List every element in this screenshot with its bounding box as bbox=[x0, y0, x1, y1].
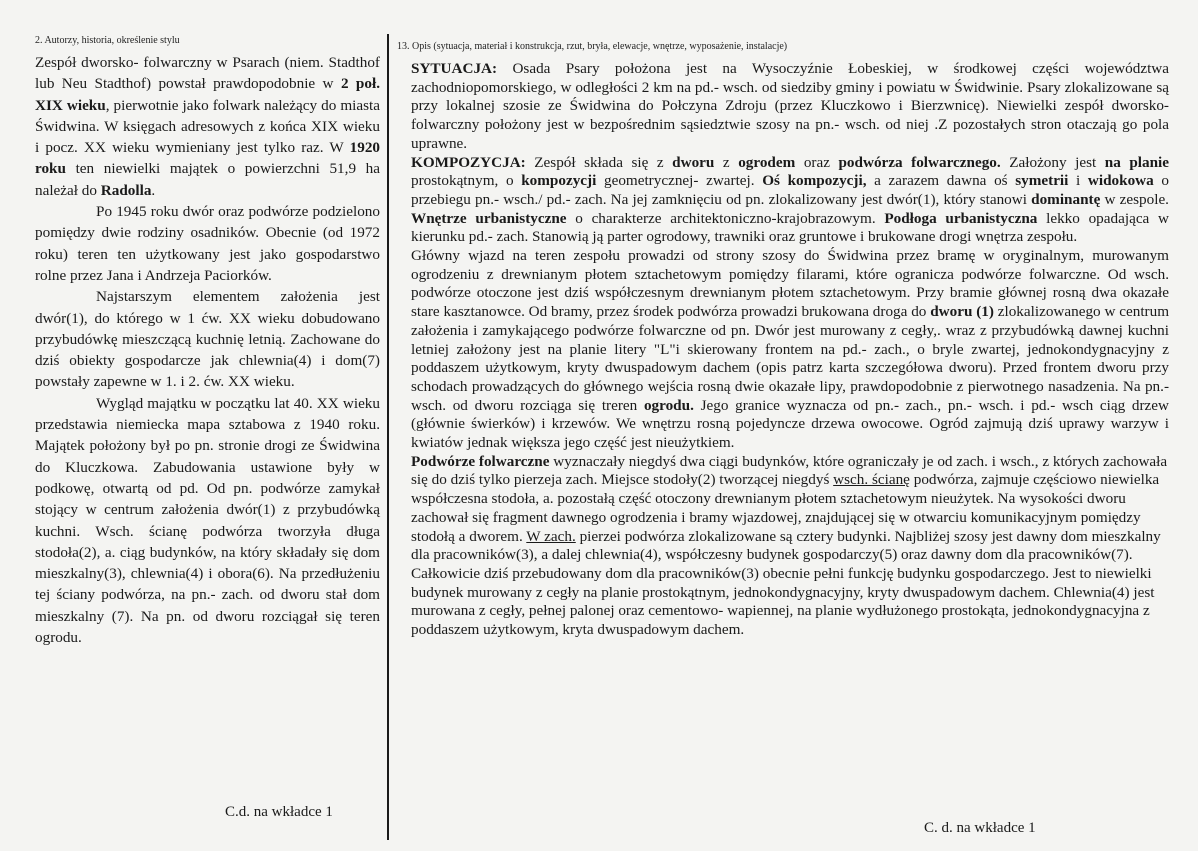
main-entrance-run: Jego granice wyznacza od pn.- zach., pn.- wsch. i pd.- wsch ciąg drzew (głównie świerków) i krzewów. We wnętrzu rosną pojedyncze drzewa owocowe. Ogród zajmują dziś uprawy warzyw i kwiatów jednak większa jego część jest nieużytkiem. bbox=[411, 396, 1169, 452]
description-farmyard bbox=[411, 453, 1169, 640]
composition-run: i bbox=[1068, 172, 1088, 190]
description-composition bbox=[411, 154, 1169, 248]
situation-run: Osada Psary położona jest na Wysoczyźnie Łobeskiej, w środkowej części województwa zachodniopomorskiego, w odległości 2 km na pd.- wsch. od siedziby gminy i powiatu w Świdwinie. Psary zlokalizowane są przy lokalnej szosie ze Świdwina do Połczyna Zdroju (przez Kluczkowo i Bierzwnicę). Niewielki zespół dworsko- folwarczny położony jest w bezpośrednim sąsiedztwie szosy na pn.- wsch. od niej .Z pozostałych stron otaczają go pola uprawne. bbox=[411, 60, 1169, 152]
farmyard-run: wyznaczały niegdyś dwa ciągi budynków, które ograniczały je od zach. i wsch., z których zachowała się do dziś tylko pierzeja zach. Miejsce stodoły(2) tworzącej niegdyś bbox=[411, 452, 1168, 489]
composition-run: o przebiegu pn.- wsch./ pd.- zach. Na jej zamknięciu od pn. zlokalizowany jest dwór(1), który stanowi bbox=[411, 172, 1169, 208]
history-p1-run: Zespół dworsko- folwarczny w Psarach (niem. Stadthof lub Neu Stadthof) powstał prawdopodobnie w bbox=[35, 54, 380, 93]
history-p1-run: . bbox=[151, 181, 156, 199]
composition-run: na planie bbox=[1104, 153, 1169, 171]
composition-run: Wnętrze urbanistyczne bbox=[411, 209, 567, 227]
farmyard-run: Podwórze folwarczne bbox=[411, 452, 550, 470]
composition-run: ogrodem bbox=[738, 153, 796, 171]
description-situation bbox=[411, 60, 1169, 154]
history-p1-run: Radolla bbox=[100, 181, 152, 199]
composition-run: kompozycji bbox=[521, 172, 597, 190]
composition-run: geometrycznej- zwartej. bbox=[596, 172, 763, 190]
column-divider bbox=[387, 34, 389, 840]
history-p1-run: , pierwotnie jako folwark należący do miasta Świdwina. W księgach adresowych z końca XIX wieku i pocz. XX wieku wymieniany jest tylko raz. W bbox=[35, 96, 381, 157]
composition-run: o charakterze architektoniczno-krajobrazowym. bbox=[566, 209, 885, 227]
composition-run: Zespół składa się z bbox=[525, 153, 673, 171]
right-column bbox=[411, 60, 1169, 640]
main-entrance-run: dworu (1) bbox=[930, 303, 994, 321]
farmyard-run: W zach. bbox=[526, 527, 576, 545]
composition-run: KOMPOZYCJA: bbox=[411, 153, 526, 171]
composition-run: prostokątnym, o bbox=[411, 172, 522, 190]
composition-run: symetrii bbox=[1015, 172, 1069, 190]
left-continuation-note: C.d. na wkładce 1 bbox=[225, 804, 333, 820]
history-p1-run: 1920 roku bbox=[35, 139, 380, 178]
farmyard-run: podwórza, zajmuje częściowo niewielka współczesna stodoła, a. pozostałą część otoczony drewnianym płotem sztachetowym nieużytek. Na wysokości dworu zachował się fragment dawnego ogrodzenia i bramy wjazdowej, znajdującej się w otwarciu komunikacyjnym pomiędzy stodołą a dworem. bbox=[411, 471, 1160, 545]
composition-run: dworu bbox=[672, 153, 715, 171]
composition-run: dominantę bbox=[1031, 190, 1101, 208]
main-entrance-run: Główny wjazd na teren zespołu prowadzi od strony szosy do Świdwina przez bramę w oryginalnym, murowanym ogrodzeniu z drewnianym płotem sztachetowym pomiędzy filarami, które ogranicza podwórze folwarczne. Od wsch. podwórze otoczone jest dziś współczesnym drewnianym płotem sztachetowym. Przy bramie głównej rosną dwa okazałe stare kasztanowce. Od bramy, przez środek podwórza prowadzi brukowana droga do bbox=[411, 247, 1169, 321]
left-column bbox=[35, 52, 381, 820]
composition-run: Podłoga urbanistyczna bbox=[884, 209, 1038, 227]
history-paragraph-4: Wygląd majątku w początku lat 40. XX wieku przedstawia niemiecka mapa sztabowa z 1940 roku. Majątek położony był po pn. stronie drogi ze Świdwina do Kluczkowa. Zabudowania ustawione były w podkowę, otwartą od pd. Od pn. podwórze zamykał stojący w centrum założenia dwór(1) z przybudówką kuchni. Wsch. ścianę podwórza tworzyła długa stodoła(2), a. ciąg budynków, na który składały się dom mieszkalny(3), chlewnia(4) i obora(6). Na przedłużeniu tej ściany podwórza, na pn.- zach. od dworu stał dom mieszkalny (7). Na pn. od dworu rozciągał się teren ogrodu. bbox=[35, 394, 380, 647]
composition-run: widokowa bbox=[1087, 172, 1154, 190]
history-p1-run: ten niewielki majątek o powierzchni 51,9 ha należał do bbox=[35, 160, 380, 199]
composition-run: lekko opadająca w kierunku pd.- zach. Stanowią ją parter ogrodowy, trawniki oraz gruntowe i brukowane drogi wnętrza zespołu. bbox=[411, 209, 1169, 246]
composition-run: z bbox=[714, 153, 739, 171]
situation-run: SYTUACJA: bbox=[411, 60, 498, 77]
composition-run: a zarazem dawna oś bbox=[866, 172, 1016, 190]
composition-run: Założony jest bbox=[1000, 153, 1105, 171]
history-paragraph-2: Po 1945 roku dwór oraz podwórze podzielono pomiędzy dwie rodziny osadników. Obecnie (od 1972 roku) teren ten użytkowany jest jako gospodarstwo rolne przez Jana i Andrzeja Paciorków. bbox=[35, 203, 380, 284]
composition-run: oraz bbox=[795, 153, 839, 171]
composition-run: podwórza folwarcznego. bbox=[838, 153, 1001, 171]
history-p1-run: 2 poł. XIX wieku bbox=[35, 75, 380, 114]
farmyard-run: wsch. ścianę bbox=[833, 471, 910, 489]
description-main-entrance bbox=[411, 247, 1169, 453]
history-paragraph-1 bbox=[35, 52, 380, 201]
right-continuation-note: C. d. na wkładce 1 bbox=[924, 820, 1036, 836]
main-entrance-run: ogrodu. bbox=[643, 396, 694, 414]
left-section-header: 2. Autorzy, historia, określenie stylu bbox=[35, 35, 180, 46]
right-section-header: 13. Opis (sytuacja, materiał i konstrukcja, rzut, bryła, elewacje, wnętrze, wyposażenie, instalacje) bbox=[397, 41, 788, 52]
history-paragraph-3: Najstarszym elementem założenia jest dwór(1), do którego w 1 ćw. XX wieku dobudowano przybudówkę mieszczącą kuchnię letnią. Zachowane do dziś obiekty gospodarcze jak chlewnia(4) i dom(7) powstały zapewne w 1. i 2. ćw. XX wieku. bbox=[35, 288, 380, 391]
main-entrance-run: zlokalizowanego w centrum założenia i zamykającego podwórze folwarczne od pn. Dwór jest murowany z cegły,. wraz z przybudówką dawnej kuchni letniej założony jest na planie litery "L"i skierowany frontem na pd.- zach., o bryle zwartej, jednokondygnacyjny z poddaszem użytkowym, kryty dwuspadowym dachem (opis patrz karta szczegółowa dworu). Przed frontem dworu przy schodach prowadzących do głównego wejścia rosną dwie okazałe lipy, prawdopodobnie z pierwotnego nasadzenia. Na pn.- wsch. od dworu rozciąga się treren bbox=[411, 303, 1170, 414]
composition-run: Oś kompozycji, bbox=[762, 172, 867, 190]
composition-run: w zespole. bbox=[1100, 190, 1169, 208]
farmyard-run: pierzei podwórza zlokalizowane są cztery budynki. Najbliżej szosy jest dawny dom mieszkalny dla pracowników(3), a dalej chlewnia(4), współczesny budynek gospodarczy(5) oraz dawny dom dla pracowników(7). Całkowicie dziś przebudowany dom dla pracowników(3) obecnie pełni funkcję budynku gospodarczego. Jest to niewielki budynek murowany z cegły na planie prostokątnym, jednokondygnacyjny, kryty dwuspadowym dachem. Chlewnia(4) jest murowana z cegły, pełnej palonej oraz cementowo- wapiennej, na planie wydłużonego prostokąta, jednokondygnacyjna z poddaszem użytkowym, kryta dwuspadowym dachem. bbox=[411, 527, 1161, 639]
